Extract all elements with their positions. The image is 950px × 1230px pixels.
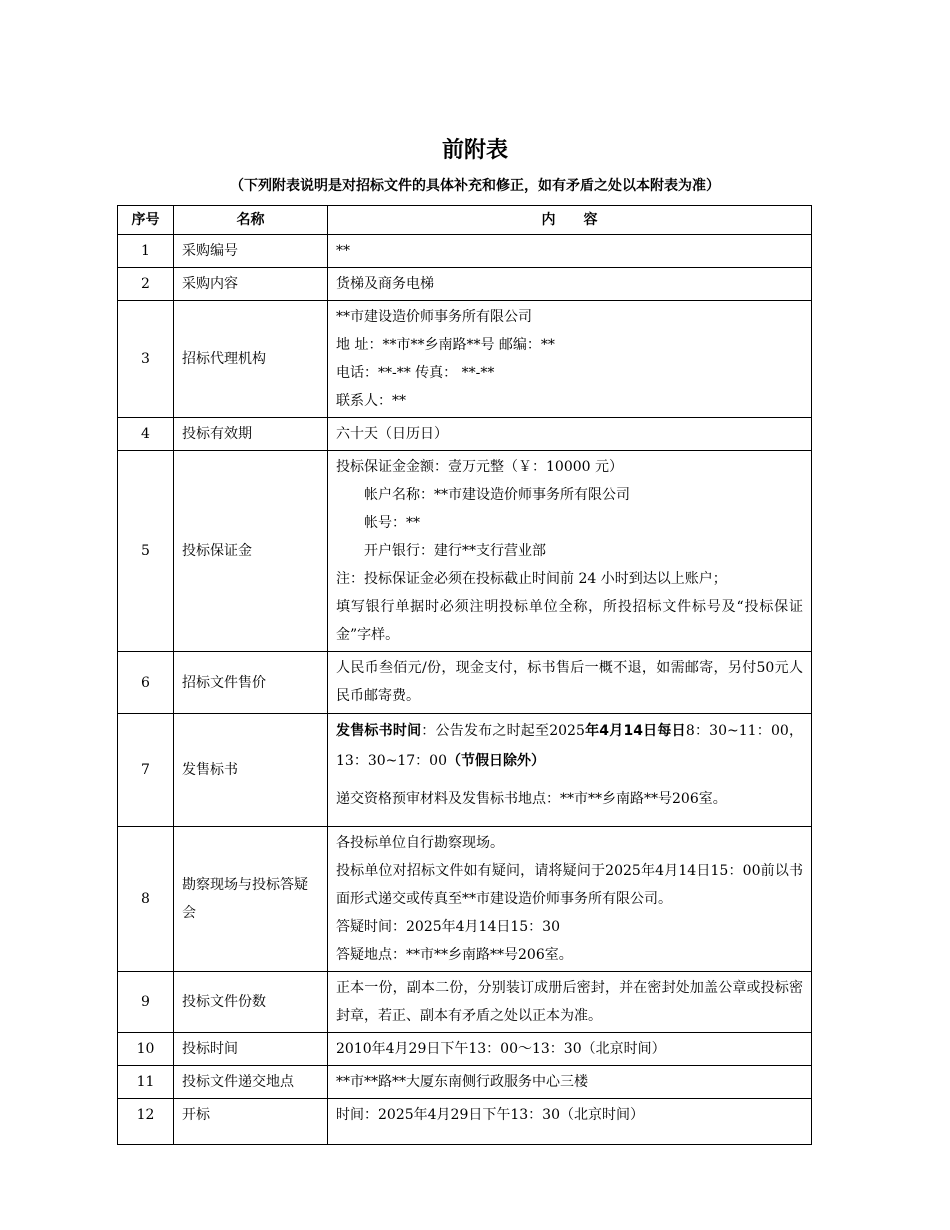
table-row: [118, 451, 812, 652]
content-line: 填写银行单据时必须注明投标单位全称，所投招标文件标号及“投标保证金”字样。: [336, 599, 803, 643]
row-name: 发售标书: [174, 714, 328, 827]
content-line: 投标保证金金额：壹万元整（￥：10000 元）: [336, 459, 623, 475]
sale-time-paragraph: [336, 716, 803, 776]
page-title: 前附表: [441, 138, 508, 163]
row-content: [328, 652, 812, 714]
table-row: [118, 1033, 812, 1066]
content-line: 投标单位对招标文件如有疑问，请将疑问于2025年4月14日15：00前以书面形式递交或传真至**市建设造价师事务所有限公司。: [336, 863, 803, 907]
content-line: 时间：2025年4月29日下午13：30（北京时间）: [336, 1107, 644, 1123]
row-name: 投标文件递交地点: [174, 1066, 328, 1099]
row-num: 3: [118, 301, 174, 418]
row-name: 开标: [174, 1099, 328, 1145]
content-line: 答疑时间：2025年4月14日15：30: [336, 919, 560, 935]
row-content: [328, 714, 812, 827]
table-row: [118, 1099, 812, 1145]
row-num: 8: [118, 827, 174, 972]
content-line: 帐户名称：**市建设造价师事务所有限公司: [364, 487, 630, 503]
row-num: 7: [118, 714, 174, 827]
row-content: [328, 418, 812, 451]
row-content: [328, 451, 812, 652]
header-content: 内 容: [328, 206, 812, 235]
row-content: [328, 235, 812, 268]
sale-time-note: （节假日除外）: [447, 753, 545, 769]
row-name: 投标保证金: [174, 451, 328, 652]
content-line: 联系人：**: [336, 393, 406, 409]
row-num: 4: [118, 418, 174, 451]
row-content: [328, 268, 812, 301]
content-line: **市建设造价师事务所有限公司: [336, 309, 532, 325]
row-name: 投标时间: [174, 1033, 328, 1066]
row-num: 5: [118, 451, 174, 652]
row-name: 招标代理机构: [174, 301, 328, 418]
row-name: 采购编号: [174, 235, 328, 268]
header-name: 名称: [174, 206, 328, 235]
row-num: 6: [118, 652, 174, 714]
row-name: 投标有效期: [174, 418, 328, 451]
table-row: [118, 972, 812, 1033]
sale-time-date: 年4月14日每日: [584, 723, 686, 739]
sale-time-hours: 8：30~11：00，13：30~17：00: [336, 723, 803, 769]
content-line: 货梯及商务电梯: [336, 276, 434, 292]
table-row: [118, 1066, 812, 1099]
content-line: 地 址：**市**乡南路**号 邮编：**: [336, 337, 555, 353]
row-name: 采购内容: [174, 268, 328, 301]
content-line: 2010年4月29日下午13：00～13：30（北京时间）: [336, 1041, 666, 1057]
row-num: 11: [118, 1066, 174, 1099]
table-row: [118, 268, 812, 301]
row-num: 9: [118, 972, 174, 1033]
row-content: [328, 827, 812, 972]
content-line: 人民币叁佰元/份，现金支付，标书售后一概不退，如需邮寄，另付50元人民币邮寄费。: [336, 660, 803, 704]
row-num: 10: [118, 1033, 174, 1066]
content-line: 开户银行：建行**支行营业部: [364, 543, 546, 559]
row-content: [328, 1066, 812, 1099]
row-content: [328, 1033, 812, 1066]
table-row: [118, 714, 812, 827]
content-line: 答疑地点：**市**乡南路**号206室。: [336, 947, 573, 963]
content-line: 电话：**-** 传真： **-**: [336, 365, 495, 381]
content-line: 各投标单位自行勘察现场。: [336, 835, 504, 851]
row-content: [328, 972, 812, 1033]
row-content: [328, 301, 812, 418]
content-line: 递交资格预审材料及发售标书地点：**市**乡南路**号206室。: [336, 791, 727, 807]
row-name: 投标文件份数: [174, 972, 328, 1033]
row-num: 2: [118, 268, 174, 301]
row-num: 1: [118, 235, 174, 268]
content-line: **市**路**大厦东南侧行政服务中心三楼: [336, 1074, 588, 1090]
row-content: [328, 1099, 812, 1145]
row-name: 招标文件售价: [174, 652, 328, 714]
table-row: [118, 652, 812, 714]
table-row: [118, 235, 812, 268]
content-line: 注：投标保证金必须在投标截止时间前 24 小时到达以上账户；: [336, 571, 727, 587]
attachment-table: [117, 205, 812, 1145]
row-num: 12: [118, 1099, 174, 1145]
table-row: [118, 827, 812, 972]
content-line: 正本一份，副本二份，分别装订成册后密封，并在密封处加盖公章或投标密封章，若正、副本有矛盾之处以正本为准。: [336, 980, 803, 1024]
row-name: 勘察现场与投标答疑会: [174, 827, 328, 972]
sale-time-label: 发售标书时间: [336, 723, 422, 739]
table-header-row: [118, 206, 812, 235]
content-line: **: [336, 243, 350, 259]
sale-time-text: ：公告发布之时起至2025: [421, 723, 585, 739]
table-row: [118, 301, 812, 418]
content-line: 六十天（日历日）: [336, 426, 448, 442]
header-num: 序号: [118, 206, 174, 235]
content-line: 帐号：**: [364, 515, 420, 531]
page-subtitle: （下列附表说明是对招标文件的具体补充和修正，如有矛盾之处以本附表为准）: [230, 178, 720, 194]
table-row: [118, 418, 812, 451]
